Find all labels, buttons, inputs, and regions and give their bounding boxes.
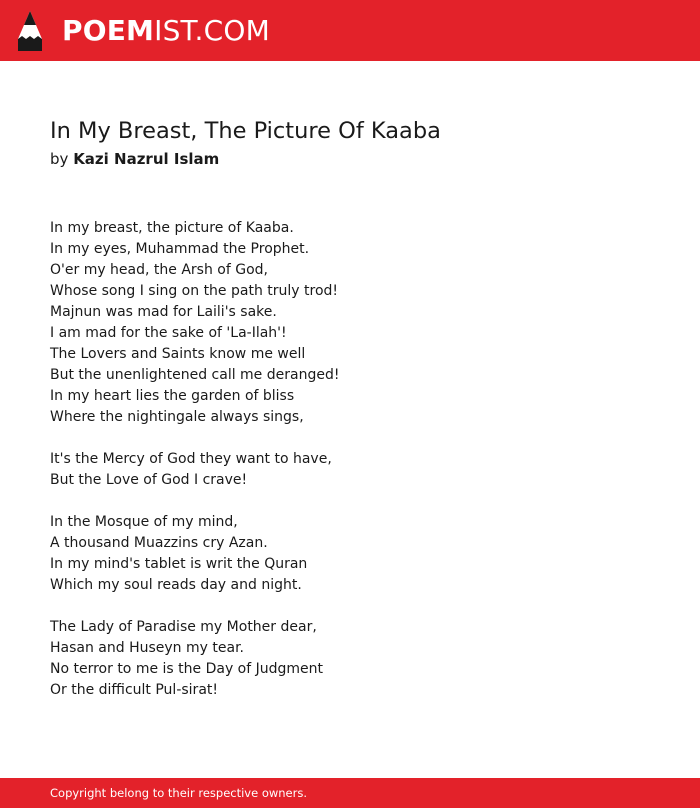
poem-line: The Lady of Paradise my Mother dear, xyxy=(50,619,317,635)
stanza xyxy=(50,449,650,491)
stanza xyxy=(50,218,650,428)
byline xyxy=(50,149,650,169)
poem-line: It's the Mercy of God they want to have, xyxy=(50,451,332,467)
poem-line: I am mad for the sake of 'La-Ilah'! xyxy=(50,325,287,341)
poem-line: In my mind's tablet is writ the Quran xyxy=(50,556,308,572)
poem-title: In My Breast, The Picture Of Kaaba xyxy=(50,118,441,144)
poem-line: A thousand Muazzins cry Azan. xyxy=(50,535,268,551)
poem-line: The Lovers and Saints know me well xyxy=(50,346,306,362)
pencil-icon xyxy=(17,10,43,52)
brand-name-bold: POEM xyxy=(62,14,155,47)
poem-line: In my heart lies the garden of bliss xyxy=(50,388,295,404)
site-footer xyxy=(0,778,700,808)
site-header xyxy=(0,0,700,61)
poem-line: In my breast, the picture of Kaaba. xyxy=(50,220,294,236)
poem-line: But the unenlightened call me deranged! xyxy=(50,367,340,383)
poem-line: Majnun was mad for Laili's sake. xyxy=(50,304,277,320)
poem-line: No terror to me is the Day of Judgment xyxy=(50,661,324,677)
poem-line: Where the nightingale always sings, xyxy=(50,409,304,425)
site-logo-link[interactable] xyxy=(17,9,270,53)
stanza xyxy=(50,512,650,596)
brand-name-light: IST.COM xyxy=(154,14,270,47)
poem-line: Hasan and Huseyn my tear. xyxy=(50,640,244,656)
stanza xyxy=(50,617,650,701)
poem-line: But the Love of God I crave! xyxy=(50,472,248,488)
poem-line: Which my soul reads day and night. xyxy=(50,577,302,593)
poem-line: Or the difficult Pul-sirat! xyxy=(50,682,218,698)
brand-name xyxy=(62,9,270,53)
poem-header xyxy=(50,116,650,169)
poem-line: O'er my head, the Arsh of God, xyxy=(50,262,268,278)
author-name[interactable]: Kazi Nazrul Islam xyxy=(73,150,220,168)
copyright-text: Copyright belong to their respective owners. xyxy=(50,786,308,800)
poem-line: Whose song I sing on the path truly trod! xyxy=(50,283,339,299)
poem-body xyxy=(50,218,650,722)
poem-line: In the Mosque of my mind, xyxy=(50,514,238,530)
byline-prefix: by xyxy=(50,150,69,168)
poem-line: In my eyes, Muhammad the Prophet. xyxy=(50,241,310,257)
